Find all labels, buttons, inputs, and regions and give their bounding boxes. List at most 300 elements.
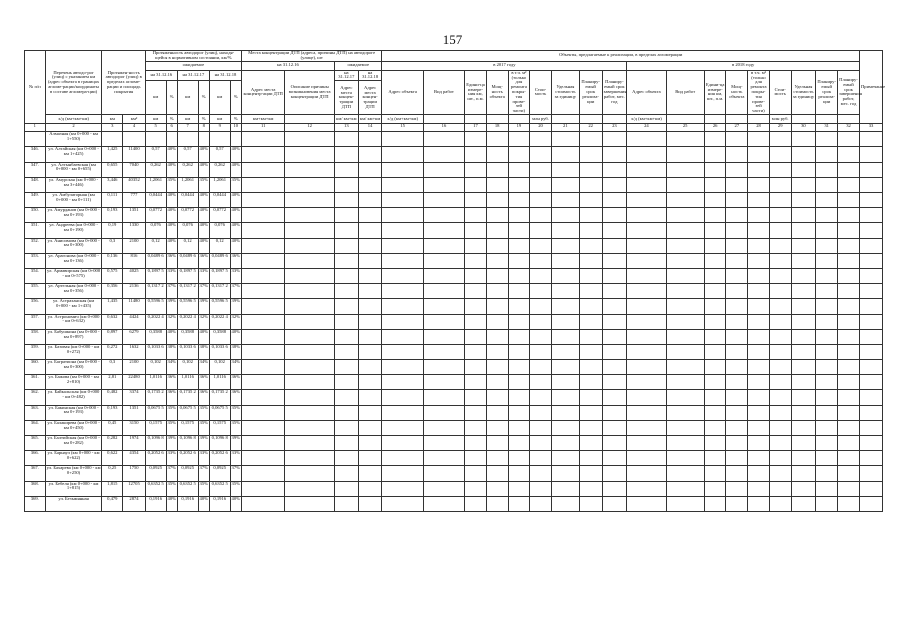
empty-cell bbox=[551, 436, 579, 451]
empty-cell bbox=[285, 208, 335, 223]
header-2017-power: Мощ-ность объекта bbox=[486, 70, 508, 115]
empty-cell bbox=[530, 360, 552, 375]
cond-km-1216: 0,102 bbox=[145, 360, 166, 375]
empty-cell bbox=[285, 344, 335, 359]
column-number: 32 bbox=[838, 124, 860, 132]
header-road-name: Перечень автодо-рог (улиц) с указанием км (адрес объекта в границах агломе-рации/координаты в составе агломера-ции) bbox=[45, 51, 102, 115]
header-pct-1218: % bbox=[230, 81, 241, 115]
road-area: 11480 bbox=[123, 299, 146, 314]
empty-cell bbox=[465, 420, 487, 435]
table-row bbox=[25, 299, 883, 314]
road-name: ул. Астрономич (км 0+000 - км 0+632) bbox=[45, 314, 102, 329]
cond-km-1216: 0,1096 8 bbox=[145, 436, 166, 451]
empty-cell bbox=[704, 299, 726, 314]
road-name: ул. Бахарева (км 0+000 - км 0+250) bbox=[45, 466, 102, 481]
empty-cell bbox=[382, 208, 423, 223]
cond-km-1216: 0,1897 5 bbox=[145, 268, 166, 283]
empty-cell bbox=[551, 208, 579, 223]
empty-cell bbox=[334, 132, 358, 147]
cond-km-1217: 0,0675 5 bbox=[177, 405, 198, 420]
column-number: 28 bbox=[748, 124, 770, 132]
row-number: 355. bbox=[25, 284, 46, 299]
empty-cell bbox=[423, 481, 464, 496]
empty-cell bbox=[748, 420, 770, 435]
road-length: 0,193 bbox=[102, 405, 123, 420]
empty-cell bbox=[285, 132, 335, 147]
cond-km-1217: 0,0925 bbox=[177, 466, 198, 481]
empty-cell bbox=[838, 451, 860, 466]
header-2017-works: Вид работ bbox=[423, 70, 464, 115]
empty-cell bbox=[666, 268, 704, 283]
empty-cell bbox=[551, 375, 579, 390]
empty-cell bbox=[838, 162, 860, 177]
cond-pct-1217: 40% bbox=[198, 329, 209, 344]
empty-cell bbox=[486, 132, 508, 147]
empty-cell bbox=[508, 466, 530, 481]
unit-place-addr: км+км+км bbox=[241, 115, 284, 124]
empty-cell bbox=[859, 436, 882, 451]
empty-cell bbox=[769, 314, 791, 329]
road-area: 6279 bbox=[123, 329, 146, 344]
empty-cell bbox=[816, 284, 838, 299]
cond-km-1217: 0,1096 8 bbox=[177, 436, 198, 451]
empty-cell bbox=[285, 284, 335, 299]
empty-cell bbox=[666, 223, 704, 238]
empty-cell bbox=[423, 496, 464, 511]
empty-cell bbox=[423, 329, 464, 344]
empty-cell bbox=[285, 451, 335, 466]
column-number: 24 bbox=[627, 124, 666, 132]
empty-cell bbox=[769, 451, 791, 466]
empty-cell bbox=[358, 481, 382, 496]
row-number bbox=[25, 132, 46, 147]
empty-cell bbox=[769, 162, 791, 177]
cond-pct-1217: 33% bbox=[198, 268, 209, 283]
road-length: 0,45 bbox=[102, 420, 123, 435]
column-number: 3 bbox=[102, 124, 123, 132]
empty-cell bbox=[465, 344, 487, 359]
empty-cell bbox=[508, 177, 530, 192]
empty-cell bbox=[551, 162, 579, 177]
empty-cell bbox=[530, 253, 552, 268]
empty-cell bbox=[602, 481, 627, 496]
empty-cell bbox=[423, 420, 464, 435]
road-area: 1330 bbox=[123, 223, 146, 238]
cond-km-1217: 0,12 bbox=[177, 238, 198, 253]
empty-cell bbox=[486, 436, 508, 451]
cond-km-1218: 0,0489 6 bbox=[209, 253, 230, 268]
empty-cell bbox=[423, 436, 464, 451]
road-length: 1,435 bbox=[102, 299, 123, 314]
empty-cell bbox=[551, 405, 579, 420]
cond-pct-1218: 40% bbox=[230, 208, 241, 223]
empty-cell bbox=[423, 284, 464, 299]
empty-cell bbox=[666, 238, 704, 253]
cond-pct-1218: 40% bbox=[230, 223, 241, 238]
empty-cell bbox=[726, 147, 748, 162]
empty-cell bbox=[530, 496, 552, 511]
road-length: 3,446 bbox=[102, 177, 123, 192]
table-row bbox=[25, 253, 883, 268]
empty-cell bbox=[791, 132, 816, 147]
empty-cell bbox=[748, 147, 770, 162]
empty-cell bbox=[285, 481, 335, 496]
empty-cell bbox=[704, 451, 726, 466]
empty-cell bbox=[859, 268, 882, 283]
empty-cell bbox=[769, 405, 791, 420]
empty-cell bbox=[334, 314, 358, 329]
cond-pct-1217: 40% bbox=[198, 223, 209, 238]
empty-cell bbox=[486, 344, 508, 359]
cond-km-1216: 1,2061 bbox=[145, 177, 166, 192]
empty-cell bbox=[486, 284, 508, 299]
empty-cell bbox=[465, 132, 487, 147]
empty-cell bbox=[859, 466, 882, 481]
empty-cell bbox=[508, 253, 530, 268]
table-row bbox=[25, 466, 883, 481]
header-2017-incl: в т.ч. м² (только для ремонта покры-тия прове-зей части) bbox=[508, 70, 530, 115]
empty-cell bbox=[465, 390, 487, 405]
column-number: 7 bbox=[177, 124, 198, 132]
page-number: 157 bbox=[442, 32, 463, 47]
column-number: 8 bbox=[198, 124, 209, 132]
empty-cell bbox=[285, 390, 335, 405]
empty-cell bbox=[579, 147, 602, 162]
empty-cell bbox=[382, 344, 423, 359]
empty-cell bbox=[486, 268, 508, 283]
empty-cell bbox=[838, 360, 860, 375]
cond-pct-1218: 36% bbox=[230, 390, 241, 405]
empty-cell bbox=[704, 147, 726, 162]
empty-cell bbox=[838, 329, 860, 344]
cond-km-1218: 0,1897 5 bbox=[209, 268, 230, 283]
empty-cell bbox=[382, 436, 423, 451]
column-number: 16 bbox=[423, 124, 464, 132]
empty-cell bbox=[579, 436, 602, 451]
empty-cell bbox=[486, 223, 508, 238]
header-2017-address: Адрес объекта bbox=[382, 70, 423, 115]
column-number: 27 bbox=[726, 124, 748, 132]
road-name: ул. Балакирева (км 0+000 - км 0+450) bbox=[45, 420, 102, 435]
empty-cell bbox=[241, 177, 284, 192]
road-length: 0,655 bbox=[102, 162, 123, 177]
data-rows bbox=[25, 132, 883, 512]
empty-cell bbox=[358, 284, 382, 299]
empty-cell bbox=[334, 208, 358, 223]
empty-cell bbox=[602, 420, 627, 435]
cond-km-1217: 0,076 bbox=[177, 223, 198, 238]
empty-cell bbox=[382, 390, 423, 405]
empty-cell bbox=[791, 405, 816, 420]
row-number: 346. bbox=[25, 147, 46, 162]
empty-cell bbox=[241, 375, 284, 390]
header-2018-address: Адрес объекта bbox=[627, 70, 666, 115]
empty-cell bbox=[838, 314, 860, 329]
empty-cell bbox=[551, 496, 579, 511]
empty-cell bbox=[486, 162, 508, 177]
empty-cell bbox=[530, 314, 552, 329]
header-2017-plan-cost: Планиру-емый срок реализа-ции bbox=[579, 70, 602, 115]
empty-cell bbox=[382, 193, 423, 208]
road-length: 0,575 bbox=[102, 268, 123, 283]
empty-cell bbox=[241, 329, 284, 344]
empty-cell bbox=[285, 405, 335, 420]
empty-cell bbox=[241, 193, 284, 208]
empty-cell bbox=[241, 162, 284, 177]
empty-cell bbox=[465, 299, 487, 314]
empty-cell bbox=[334, 360, 358, 375]
empty-cell bbox=[726, 496, 748, 511]
cond-pct-1216: 40% bbox=[166, 147, 177, 162]
road-area: 1632 bbox=[123, 344, 146, 359]
cond-pct-1216: 33% bbox=[166, 451, 177, 466]
empty-cell bbox=[666, 375, 704, 390]
header-2018-unit: Едини-ца измере-ния км, шт., п.м. bbox=[704, 70, 726, 115]
table-row bbox=[25, 405, 883, 420]
empty-cell bbox=[334, 253, 358, 268]
empty-cell bbox=[579, 162, 602, 177]
empty-cell bbox=[791, 481, 816, 496]
empty-cell bbox=[486, 451, 508, 466]
column-number: 29 bbox=[769, 124, 791, 132]
empty-cell bbox=[769, 268, 791, 283]
empty-cell bbox=[382, 405, 423, 420]
empty-cell bbox=[486, 314, 508, 329]
empty-cell bbox=[769, 223, 791, 238]
empty-cell bbox=[358, 436, 382, 451]
empty-cell bbox=[334, 268, 358, 283]
empty-cell bbox=[666, 147, 704, 162]
empty-cell bbox=[423, 360, 464, 375]
empty-cell bbox=[726, 436, 748, 451]
empty-cell bbox=[627, 496, 666, 511]
row-number: 356. bbox=[25, 299, 46, 314]
empty-cell bbox=[791, 466, 816, 481]
empty-cell bbox=[579, 481, 602, 496]
cond-pct-1216: 39% bbox=[166, 299, 177, 314]
cond-pct-1217: 37% bbox=[198, 466, 209, 481]
cond-pct-1218: 35% bbox=[230, 420, 241, 435]
cond-km-1218: 0,102 bbox=[209, 360, 230, 375]
empty-cell bbox=[666, 496, 704, 511]
empty-cell bbox=[704, 162, 726, 177]
empty-cell bbox=[241, 147, 284, 162]
empty-cell bbox=[579, 177, 602, 192]
empty-cell bbox=[382, 466, 423, 481]
empty-cell bbox=[627, 405, 666, 420]
empty-cell bbox=[838, 177, 860, 192]
empty-cell bbox=[627, 314, 666, 329]
empty-cell bbox=[627, 284, 666, 299]
header-2017-unit: Едини-ца измере-ния км, шт., п.м. bbox=[465, 70, 487, 115]
empty-cell bbox=[859, 420, 882, 435]
empty-cell bbox=[838, 284, 860, 299]
empty-cell bbox=[530, 147, 552, 162]
column-number: 9 bbox=[209, 124, 230, 132]
cond-pct-1218: 39% bbox=[230, 436, 241, 451]
empty-cell bbox=[423, 193, 464, 208]
empty-cell bbox=[508, 132, 530, 147]
empty-cell bbox=[726, 253, 748, 268]
empty-cell bbox=[579, 223, 602, 238]
empty-cell bbox=[769, 284, 791, 299]
empty-cell bbox=[423, 208, 464, 223]
road-name: ул. Артельная (км 0+000 - км 0+356) bbox=[45, 284, 102, 299]
empty-cell bbox=[791, 238, 816, 253]
empty-cell bbox=[791, 253, 816, 268]
empty-cell bbox=[241, 238, 284, 253]
empty-cell bbox=[769, 390, 791, 405]
empty-cell bbox=[791, 223, 816, 238]
empty-cell bbox=[486, 208, 508, 223]
road-length: 0,111 bbox=[102, 193, 123, 208]
cond-pct-1217: 35% bbox=[198, 177, 209, 192]
cond-km-1216: 0,0772 bbox=[145, 208, 166, 223]
cond-pct-1216: 37% bbox=[166, 466, 177, 481]
empty-cell bbox=[859, 253, 882, 268]
empty-cell bbox=[666, 344, 704, 359]
cond-km-1218: 0,1916 bbox=[209, 496, 230, 511]
empty-cell bbox=[748, 375, 770, 390]
empty-cell bbox=[627, 147, 666, 162]
empty-cell bbox=[627, 390, 666, 405]
empty-cell bbox=[285, 360, 335, 375]
empty-cell bbox=[816, 436, 838, 451]
header-place-address: Адрес места концентр-ации ДТП bbox=[241, 70, 284, 115]
cond-pct-1216: 40% bbox=[166, 238, 177, 253]
empty-cell bbox=[816, 238, 838, 253]
empty-cell bbox=[551, 284, 579, 299]
empty-cell bbox=[726, 299, 748, 314]
empty-cell bbox=[769, 420, 791, 435]
empty-cell bbox=[358, 375, 382, 390]
cond-pct-1216: 35% bbox=[166, 177, 177, 192]
empty-cell bbox=[859, 162, 882, 177]
empty-cell bbox=[859, 299, 882, 314]
road-name: ул. Арагонова (км 0+000 - км 0+136) bbox=[45, 253, 102, 268]
column-number: 13 bbox=[334, 124, 358, 132]
empty-cell bbox=[551, 177, 579, 192]
road-area: 816 bbox=[123, 253, 146, 268]
empty-cell bbox=[579, 375, 602, 390]
row-number: 361. bbox=[25, 375, 46, 390]
empty-cell bbox=[579, 496, 602, 511]
cond-pct-1218: 40% bbox=[230, 238, 241, 253]
empty-cell bbox=[666, 390, 704, 405]
unit-pct-c: % bbox=[230, 115, 241, 124]
road-length: 0,136 bbox=[102, 253, 123, 268]
empty-cell bbox=[602, 299, 627, 314]
empty-cell bbox=[838, 208, 860, 223]
cond-pct-1216: 37% bbox=[166, 284, 177, 299]
road-name: ул. Бажова (км 0+000 - км 2+810) bbox=[45, 375, 102, 390]
empty-cell bbox=[551, 329, 579, 344]
cond-pct-1217: 38% bbox=[198, 344, 209, 359]
road-length: 0,482 bbox=[102, 390, 123, 405]
road-length: 0,25 bbox=[102, 466, 123, 481]
cond-pct-1218: 39% bbox=[230, 299, 241, 314]
empty-cell bbox=[334, 466, 358, 481]
empty-cell bbox=[838, 390, 860, 405]
cond-pct-1216: 36% bbox=[166, 375, 177, 390]
empty-cell bbox=[816, 375, 838, 390]
empty-cell bbox=[838, 147, 860, 162]
cond-pct-1217: 36% bbox=[198, 253, 209, 268]
cond-pct-1216: 35% bbox=[166, 405, 177, 420]
empty-cell bbox=[334, 299, 358, 314]
empty-cell bbox=[838, 253, 860, 268]
empty-cell bbox=[791, 177, 816, 192]
empty-cell bbox=[551, 314, 579, 329]
empty-cell bbox=[838, 299, 860, 314]
empty-cell bbox=[748, 390, 770, 405]
empty-cell bbox=[859, 496, 882, 511]
empty-cell bbox=[816, 268, 838, 283]
empty-cell bbox=[334, 238, 358, 253]
empty-cell bbox=[769, 238, 791, 253]
cond-km-1217: 0,0444 bbox=[177, 193, 198, 208]
column-number: 14 bbox=[358, 124, 382, 132]
empty-cell bbox=[666, 405, 704, 420]
empty-cell bbox=[838, 268, 860, 283]
column-number: 23 bbox=[602, 124, 627, 132]
empty-cell bbox=[334, 177, 358, 192]
empty-cell bbox=[859, 314, 882, 329]
table-row bbox=[25, 147, 883, 162]
empty-cell bbox=[358, 132, 382, 147]
empty-cell bbox=[666, 299, 704, 314]
cond-pct-1218: 35% bbox=[230, 481, 241, 496]
column-number: 4 bbox=[123, 124, 146, 132]
table-row bbox=[25, 223, 883, 238]
empty-cell bbox=[666, 208, 704, 223]
empty-cell bbox=[748, 177, 770, 192]
empty-cell bbox=[423, 162, 464, 177]
road-area: 22480 bbox=[123, 375, 146, 390]
empty-cell bbox=[666, 451, 704, 466]
empty-cell bbox=[726, 344, 748, 359]
empty-cell bbox=[859, 238, 882, 253]
empty-cell bbox=[508, 481, 530, 496]
empty-cell bbox=[726, 284, 748, 299]
cond-km-1217: 0,1735 2 bbox=[177, 390, 198, 405]
empty-cell bbox=[859, 177, 882, 192]
row-number: 366. bbox=[25, 451, 46, 466]
empty-cell bbox=[241, 481, 284, 496]
empty-cell bbox=[666, 481, 704, 496]
empty-cell bbox=[666, 314, 704, 329]
empty-cell bbox=[704, 193, 726, 208]
header-pct-1217: % bbox=[198, 81, 209, 115]
road-name: ул. Багратиона (км 0+000 - км 0+300) bbox=[45, 360, 102, 375]
empty-cell bbox=[704, 481, 726, 496]
empty-cell bbox=[285, 496, 335, 511]
empty-cell bbox=[551, 268, 579, 283]
road-area bbox=[123, 132, 146, 147]
empty-cell bbox=[551, 147, 579, 162]
empty-cell bbox=[769, 147, 791, 162]
empty-cell bbox=[602, 390, 627, 405]
empty-cell bbox=[530, 466, 552, 481]
empty-cell bbox=[530, 390, 552, 405]
road-name: Алмазная (км 0+000 - км 1+550) bbox=[45, 132, 102, 147]
row-number: 360. bbox=[25, 360, 46, 375]
empty-cell bbox=[816, 420, 838, 435]
empty-cell bbox=[816, 208, 838, 223]
header-cond-1217: на 31.12.17 bbox=[177, 70, 209, 81]
empty-cell bbox=[704, 223, 726, 238]
empty-cell bbox=[726, 208, 748, 223]
